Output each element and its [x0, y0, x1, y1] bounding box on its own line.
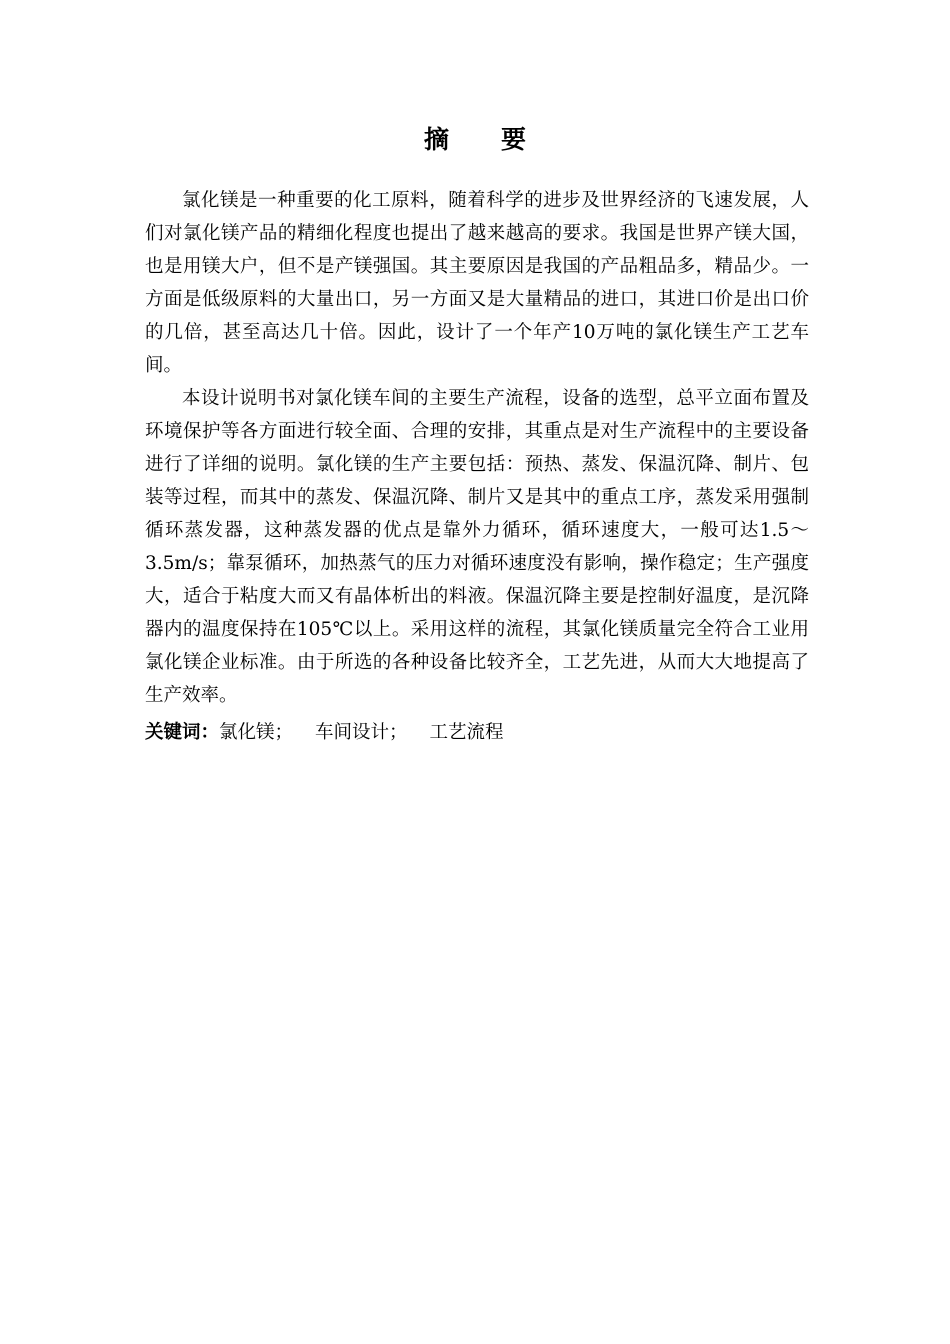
keyword-item: 工艺流程 — [429, 722, 504, 743]
keyword-item: 氯化镁； — [219, 722, 294, 743]
keyword-item: 车间设计； — [315, 722, 408, 743]
abstract-paragraph-2: 本设计说明书对氯化镁车间的主要生产流程，设备的选型，总平立面布置及环境保护等各方面进行较全面、合理的安排，其重点是对生产流程中的主要设备进行了详细的说明。氯化镁的生产主要包括：预热、蒸发、保温沉降、制片、包装等过程，而其中的蒸发、保温沉降、制片又是其中的重点工序，蒸发采用强制循环蒸发器，这种蒸发器的优点是靠外力循环，循环速度大，一般可达1.5～3.5m/s；靠泵循环，加热蒸气的压力对循环速度没有影响，操作稳定；生产强度大，适合于粘度大而又有晶体析出的料液。保温沉降主要是控制好温度，是沉降器内的温度保持在105℃以上。采用这样的流程，其氯化镁质量完全符合工业用氯化镁企业标准。由于所选的各种设备比较齐全，工艺先进，从而大大地提高了生产效率。 — [145, 388, 809, 706]
abstract-paragraph-1: 氯化镁是一种重要的化工原料，随着科学的进步及世界经济的飞速发展，人们对氯化镁产品的精细化程度也提出了越来越高的要求。我国是世界产镁大国，也是用镁大户，但不是产镁强国。其主要原因是我国的产品粗品多，精品少。一方面是低级原料的大量出口，另一方面又是大量精品的进口，其进口价是出口价的几倍，甚至高达几十倍。因此，设计了一个年产10万吨的氯化镁生产工艺车间。 — [145, 190, 809, 376]
keywords-line — [145, 718, 809, 748]
abstract-body — [145, 184, 809, 712]
keywords-label: 关键词： — [145, 722, 220, 743]
abstract-title: 摘要 — [423, 125, 578, 154]
